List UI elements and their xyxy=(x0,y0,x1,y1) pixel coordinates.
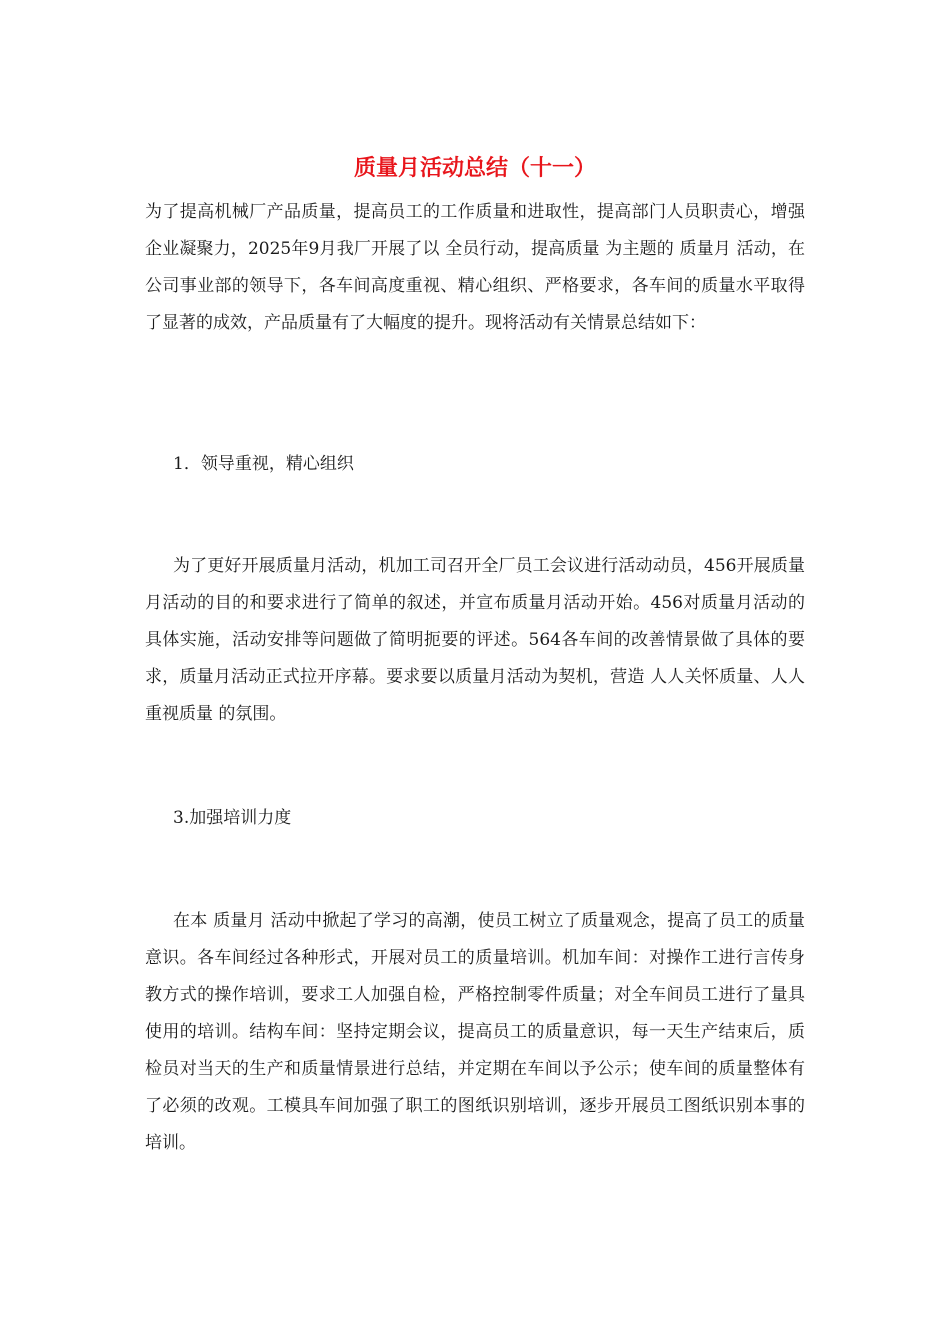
section-1-paragraph: 为了更好开展质量月活动，机加工司召开全厂员工会议进行活动动员，456开展质量月活动的目的和要求进行了简单的叙述，并宣布质量月活动开始。456对质量月活动的具体实施，活动安排等问题做了简明扼要的评述。564各车间的改善情景做了具体的要求，质量月活动正式拉开序幕。要求要以质量月活动为契机，营造 人人关怀质量、人人重视质量 的氛围。 xyxy=(145,556,805,724)
document-title: 质量月活动总结（十一） xyxy=(353,155,596,181)
section-heading-3: 3.加强培训力度 xyxy=(173,808,292,828)
intro-paragraph: 为了提高机械厂产品质量，提高员工的工作质量和进取性，提高部门人员职责心，增强企业凝聚力，2025年9月我厂开展了以 全员行动，提高质量 为主题的 质量月 活动，在公司事业部的领导下，各车间高度重视、精心组织、严格要求，各车间的质量水平取得了显著的成效，产品质量有了大幅度的提升。现将活动有关情景总结如下： xyxy=(145,202,805,333)
section-heading-1: 1．领导重视，精心组织 xyxy=(173,454,354,474)
section-3-paragraph: 在本 质量月 活动中掀起了学习的高潮，使员工树立了质量观念，提高了员工的质量意识。各车间经过各种形式，开展对员工的质量培训。机加车间：对操作工进行言传身教方式的操作培训，要求工人加强自检，严格控制零件质量；对全车间员工进行了量具使用的培训。结构车间：坚持定期会议，提高员工的质量意识，每一天生产结束后，质检员对当天的生产和质量情景进行总结，并定期在车间以予公示；使车间的质量整体有了必须的改观。工模具车间加强了职工的图纸识别培训，逐步开展员工图纸识别本事的培训。 xyxy=(145,911,805,1153)
